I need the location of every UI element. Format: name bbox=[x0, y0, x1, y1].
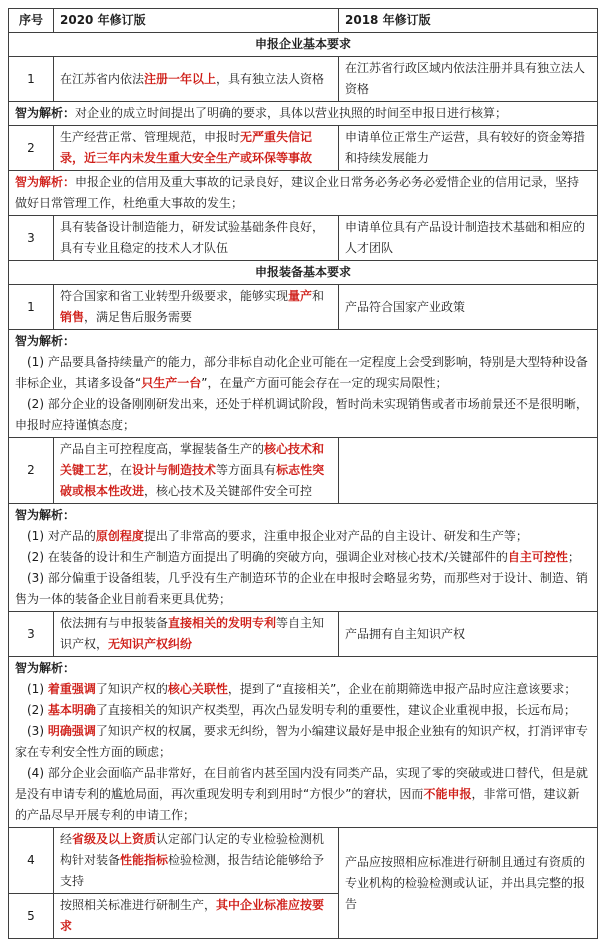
comparison-table bbox=[8, 8, 598, 939]
v2018-cell: 申请单位具有产品设计制造技术基础和相应的人才团队 bbox=[339, 216, 598, 261]
analysis-cell: 智为解析：申报企业的信用及重大事故的记录良好，建议企业日常务必务必务必爱惜企业的信用记录，坚持做好日常管理工作，杜绝重大事故的发生； bbox=[9, 171, 598, 216]
analysis-cell: 智为解析：对企业的成立时间提出了明确的要求，具体以营业执照的时间至申报日进行核算； bbox=[9, 102, 598, 126]
serial-cell: 1 bbox=[9, 285, 54, 330]
section-header-enterprise bbox=[9, 33, 598, 57]
v2020-cell: 按照相关标准进行研制生产，其中企业标准应按要求 bbox=[54, 894, 339, 939]
serial-cell: 3 bbox=[9, 216, 54, 261]
v2018-cell-merged: 产品应按照相应标准进行研制且通过有资质的专业机构的检验检测或认证，并出具完整的报告 bbox=[339, 828, 598, 939]
serial-cell: 2 bbox=[9, 438, 54, 504]
analysis-row-eq1 bbox=[9, 330, 598, 438]
v2020-cell: 具有装备设计制造能力，研发试验基础条件良好，具有专业且稳定的技术人才队伍 bbox=[54, 216, 339, 261]
requirement-row-eq4 bbox=[9, 828, 598, 894]
analysis-cell: 智为解析： (1) 着重强调了知识产权的核心关联性，提到了“直接相关”，企业在前期筛选申报产品时应注意该要求； (2) 基本明确了直接相关的知识产权类型，再次凸显发明专利的重要性，建议企业重视申报，长远布局； (3) 明确强调了知识产权的权属，要求无纠纷，智为小编建议最好是申报企业独有的知识产权，打消评审专家在专利安全性方面的顾虑； (4) 部分企业会面临产品非常好，在目前省内甚至国内没有同类产品，实现了零的突破或进口替代，但是就是没有申请专利的尴尬局面，再次重现发明专利到用时“方恨少”的窘状，因而不能申报，非常可惜，建议新的产品尽早开展专利的申请工作； bbox=[9, 657, 598, 828]
v2020-cell: 生产经营正常、管理规范，申报时无严重失信记录，近三年内未发生重大安全生产或环保等事故 bbox=[54, 126, 339, 171]
v2018-cell: 申请单位正常生产运营，具有较好的资金筹措和持续发展能力 bbox=[339, 126, 598, 171]
v2020-cell: 符合国家和省工业转型升级要求，能够实现量产和销售，满足售后服务需要 bbox=[54, 285, 339, 330]
serial-header-cell: 序号 bbox=[9, 9, 54, 33]
v2020-cell: 依法拥有与申报装备直接相关的发明专利等自主知识产权，无知识产权纠纷 bbox=[54, 612, 339, 657]
serial-cell: 5 bbox=[9, 894, 54, 939]
version-2020-header-cell: 2020 年修订版 bbox=[54, 9, 339, 33]
serial-cell: 3 bbox=[9, 612, 54, 657]
requirement-row-eq3 bbox=[9, 612, 598, 657]
v2018-cell: 产品拥有自主知识产权 bbox=[339, 612, 598, 657]
requirement-row-ent1 bbox=[9, 57, 598, 102]
section-title: 申报企业基本要求 bbox=[9, 33, 598, 57]
v2018-cell: 产品符合国家产业政策 bbox=[339, 285, 598, 330]
serial-cell: 2 bbox=[9, 126, 54, 171]
v2020-cell: 在江苏省内依法注册一年以上，具有独立法人资格 bbox=[54, 57, 339, 102]
serial-cell: 1 bbox=[9, 57, 54, 102]
v2018-cell-empty bbox=[339, 438, 598, 504]
analysis-row-ent2 bbox=[9, 171, 598, 216]
section-header-equipment bbox=[9, 261, 598, 285]
version-2018-header-cell: 2018 年修订版 bbox=[339, 9, 598, 33]
analysis-cell: 智为解析： (1) 对产品的原创程度提出了非常高的要求，注重申报企业对产品的自主设计、研发和生产等； (2) 在装备的设计和生产制造方面提出了明确的突破方向，强调企业对核心技术/关键部件的自主可控性； (3) 部分偏重于设备组装，几乎没有生产制造环节的企业在申报时会略显劣势，而那些对于设计、制造、销售为一体的装备企业目前看来更具优势； bbox=[9, 504, 598, 612]
analysis-cell: 智为解析： (1) 产品要具备持续量产的能力，部分非标自动化企业可能在一定程度上会受到影响，特别是大型特种设备非标企业，其诸多设备“只生产一台”，在量产方面可能会存在一定的现实局限性； (2) 部分企业的设备刚刚研发出来，还处于样机调试阶段，暂时尚未实现销售或者市场前景还不是很明晰，申报时应持谨慎态度； bbox=[9, 330, 598, 438]
requirement-row-eq1 bbox=[9, 285, 598, 330]
column-header-row bbox=[9, 9, 598, 33]
requirement-row-ent3 bbox=[9, 216, 598, 261]
v2020-cell: 产品自主可控程度高，掌握装备生产的核心技术和关键工艺，在设计与制造技术等方面具有标志性突破或根本性改进，核心技术及关键部件安全可控 bbox=[54, 438, 339, 504]
analysis-row-eq2 bbox=[9, 504, 598, 612]
section-title: 申报装备基本要求 bbox=[9, 261, 598, 285]
requirement-row-ent2 bbox=[9, 126, 598, 171]
analysis-row-ent1 bbox=[9, 102, 598, 126]
analysis-row-eq3 bbox=[9, 657, 598, 828]
v2020-cell: 经省级及以上资质认定部门认定的专业检验检测机构针对装备性能指标检验检测，报告结论能够给予支持 bbox=[54, 828, 339, 894]
serial-cell: 4 bbox=[9, 828, 54, 894]
requirement-row-eq2 bbox=[9, 438, 598, 504]
v2018-cell: 在江苏省行政区域内依法注册并具有独立法人资格 bbox=[339, 57, 598, 102]
